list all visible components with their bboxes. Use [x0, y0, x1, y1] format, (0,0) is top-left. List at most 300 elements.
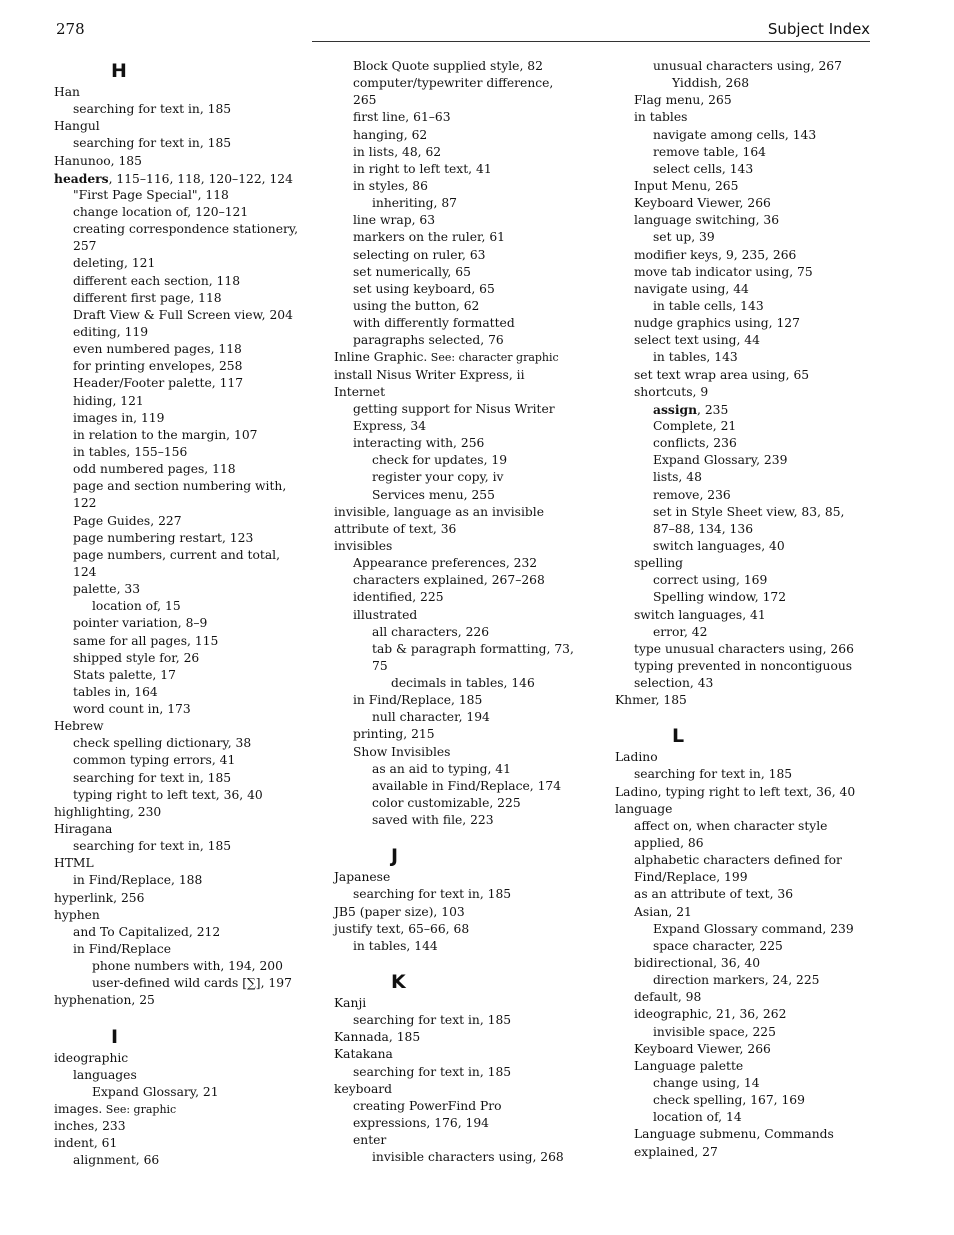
index-entry-text: page and section numbering with,: [73, 479, 287, 494]
index-entry-text: Ladino: [615, 750, 658, 765]
index-entry: [334, 161, 596, 178]
index-entry-text: word count in, 173: [73, 702, 191, 717]
index-entry-text: illustrated: [353, 607, 418, 622]
index-entry-text: common typing errors, 41: [73, 753, 236, 768]
index-entry: [334, 726, 596, 743]
index-entry-text: correct using, 169: [653, 573, 768, 588]
index-entry-text: justify text, 65–66, 68: [334, 921, 470, 936]
index-entry: [615, 1041, 877, 1058]
index-entry: [615, 852, 877, 869]
index-entry-see-reference: See: graphic: [102, 1103, 177, 1117]
index-entry: [615, 692, 877, 709]
index-entry-text: first line, 61–63: [353, 110, 451, 125]
index-entry-text: available in Find/Replace, 174: [372, 778, 562, 793]
index-entry: [54, 1101, 316, 1118]
index-entry-text: Katakana: [334, 1047, 393, 1062]
index-entry: [54, 975, 316, 992]
index-entry-text: JB5 (paper size), 103: [334, 904, 465, 919]
index-entry-text: same for all pages, 115: [73, 633, 219, 648]
index-entry-text: Spelling window, 172: [653, 590, 787, 605]
index-entry: [615, 298, 877, 315]
index-entry-text: odd numbered pages, 118: [73, 462, 236, 477]
index-entry-text: Inline Graphic.: [334, 350, 428, 365]
index-entry-text: page numbering restart, 123: [73, 530, 254, 545]
index-entry: [54, 821, 316, 838]
index-entry-text: inches, 233: [54, 1119, 126, 1134]
index-entry: [54, 872, 316, 889]
index-entry: [334, 487, 596, 504]
index-entry: [334, 178, 596, 195]
index-entry-text: tab & paragraph formatting, 73,: [372, 641, 574, 656]
index-entry-text: Ladino, typing right to left text, 36, 40: [615, 784, 856, 799]
index-entry: [615, 144, 877, 161]
index-entry-text: 124: [73, 564, 97, 579]
index-entry: [54, 341, 316, 358]
index-entry: [615, 435, 877, 452]
index-entry: [615, 401, 877, 418]
index-entry: [54, 752, 316, 769]
index-entry: [334, 332, 596, 349]
index-entry: [334, 795, 596, 812]
index-entry: [615, 75, 877, 92]
index-entry: [615, 487, 877, 504]
index-entry-text: ideographic, 21, 36, 262: [634, 1007, 787, 1022]
index-entry: [54, 410, 316, 427]
index-entry-text: Hanunoo, 185: [54, 153, 142, 168]
index-entry-text: modifier keys, 9, 235, 266: [634, 247, 797, 262]
index-entry: [334, 504, 596, 521]
index-entry-text: hyphen: [54, 907, 100, 922]
index-entry: [334, 384, 596, 401]
index-entry-text: inheriting, 87: [372, 196, 457, 211]
index-entry: [54, 513, 316, 530]
index-entry: [615, 869, 877, 886]
index-entry-text: printing, 215: [353, 727, 435, 742]
index-entry-text: for printing envelopes, 258: [73, 359, 243, 374]
index-entry: [615, 818, 877, 835]
index-entry: [54, 615, 316, 632]
index-entry: [615, 904, 877, 921]
index-entry: [54, 255, 316, 272]
index-entry: [334, 195, 596, 212]
index-entry-text: set up, 39: [653, 230, 715, 245]
index-entry-text: markers on the ruler, 61: [353, 230, 505, 245]
index-entry-text: invisible characters using, 268: [372, 1150, 564, 1165]
index-entry: [334, 521, 596, 538]
index-entry: [54, 393, 316, 410]
index-entry: [615, 989, 877, 1006]
index-entry: [615, 247, 877, 264]
index-entry: [615, 1024, 877, 1041]
index-entry: [615, 1144, 877, 1161]
index-entry: [334, 555, 596, 572]
index-entry-text: attribute of text, 36: [334, 521, 457, 536]
index-letter-heading: I: [111, 1025, 119, 1048]
index-entry: [615, 229, 877, 246]
index-entry-text: and To Capitalized, 212: [73, 924, 221, 939]
index-entry-text: Asian, 21: [634, 904, 692, 919]
index-entry: [54, 1135, 316, 1152]
index-entry-text: creating PowerFind Pro: [353, 1098, 502, 1113]
index-entry-text: invisible, language as an invisible: [334, 504, 545, 519]
index-letter-heading: K: [391, 971, 406, 994]
index-entry-text: searching for text in, 185: [73, 770, 232, 785]
index-entry-text: in tables, 144: [353, 938, 438, 953]
index-entry-text: computer/typewriter difference,: [353, 76, 554, 91]
index-entry-text: 75: [372, 658, 388, 673]
index-entry-text: images in, 119: [73, 410, 165, 425]
index-entry-text: register your copy, iv: [372, 470, 504, 485]
index-entry-text: "First Page Special", 118: [73, 187, 229, 202]
index-entry: [54, 444, 316, 461]
index-entry: [615, 418, 877, 435]
index-entry: [54, 238, 316, 255]
index-entry-text: with differently formatted: [353, 316, 515, 331]
index-entry-text: indent, 61: [54, 1136, 118, 1151]
index-entry: [334, 761, 596, 778]
index-entry-text: all characters, 226: [372, 624, 490, 639]
index-entry: [615, 367, 877, 384]
running-header-title: Subject Index: [767, 20, 870, 38]
index-entry-text: decimals in tables, 146: [391, 676, 535, 691]
index-entry-text: in tables, 143: [653, 350, 738, 365]
index-entry-text: space character, 225: [653, 938, 783, 953]
index-entry: [54, 478, 316, 495]
index-entry: [334, 452, 596, 469]
index-entry: [615, 521, 877, 538]
index-entry: [54, 804, 316, 821]
section-gap: [54, 1010, 316, 1024]
index-entry: [615, 469, 877, 486]
index-entry-text: in lists, 48, 62: [353, 144, 442, 159]
index-entry: [54, 307, 316, 324]
index-entry: [334, 675, 596, 692]
index-entry-text: select text using, 44: [634, 333, 760, 348]
index-entry-text: Block Quote supplied style, 82: [353, 59, 543, 73]
index-entry-text: Han: [54, 85, 80, 99]
index-entry-text: page numbers, current and total,: [73, 547, 281, 562]
index-entry: [54, 958, 316, 975]
index-entry: [54, 290, 316, 307]
index-entry: [615, 212, 877, 229]
index-entry-text: nudge graphics using, 127: [634, 316, 800, 331]
index-entry-text: color customizable, 225: [372, 796, 521, 811]
index-entry: [334, 921, 596, 938]
index-entry-text: check for updates, 19: [372, 453, 508, 468]
index-entry-text: hanging, 62: [353, 127, 428, 142]
index-entry: [334, 572, 596, 589]
index-entry-text: characters explained, 267–268: [353, 573, 545, 588]
index-entry-text: location of, 15: [92, 599, 181, 614]
index-entry-text: ideographic: [54, 1050, 129, 1065]
index-entry: [334, 367, 596, 384]
index-entry-text: typing prevented in noncontiguous: [634, 658, 853, 673]
index-entry-text: Appearance preferences, 232: [353, 556, 538, 571]
index-entry-text: direction markers, 24, 225: [653, 973, 820, 988]
index-entry-text: check spelling dictionary, 38: [73, 736, 252, 751]
index-entry-text: searching for text in, 185: [634, 767, 793, 782]
index-entry: [54, 890, 316, 907]
index-entry: [54, 1050, 316, 1067]
index-entry-text: hyperlink, 256: [54, 890, 145, 905]
index-entry: [615, 264, 877, 281]
index-letter-heading: L: [672, 725, 685, 748]
index-entry-text: searching for text in, 185: [73, 102, 232, 117]
index-entry-text: Hebrew: [54, 719, 104, 734]
index-entry: [54, 358, 316, 375]
index-entry-text: change using, 14: [653, 1076, 760, 1091]
index-entry-text: in styles, 86: [353, 178, 428, 193]
index-entry: [54, 924, 316, 941]
index-entry: [54, 204, 316, 221]
index-entry: [615, 1058, 877, 1075]
index-entry: [54, 941, 316, 958]
index-entry-text: Find/Replace, 199: [634, 870, 748, 885]
index-entry-text: in Find/Replace, 185: [353, 693, 483, 708]
index-entry: [334, 418, 596, 435]
index-entry-text: Expand Glossary command, 239: [653, 921, 854, 936]
index-entry-text: 122: [73, 496, 97, 511]
index-entry: [615, 921, 877, 938]
index-entry-text: Express, 34: [353, 418, 427, 433]
index-entry: [54, 855, 316, 872]
index-entry-text: set numerically, 65: [353, 264, 471, 279]
index-entry-text: Draft View & Full Screen view, 204: [73, 307, 293, 322]
index-entry: [615, 675, 877, 692]
index-entry-text: searching for text in, 185: [353, 1064, 512, 1079]
index-entry: [54, 1118, 316, 1135]
index-entry: [334, 127, 596, 144]
index-entry: [54, 598, 316, 615]
index-entry: [334, 229, 596, 246]
index-entry: [334, 401, 596, 418]
index-entry-text: typing right to left text, 36, 40: [73, 787, 263, 802]
index-column-1: [54, 58, 316, 1170]
index-entry-text: user-defined wild cards [∑], 197: [92, 976, 292, 991]
index-entry: [615, 766, 877, 783]
index-entry-text: error, 42: [653, 624, 708, 639]
index-entry-text: Yiddish, 268: [672, 76, 750, 91]
index-entry: [334, 315, 596, 332]
index-entry: [334, 92, 596, 109]
index-entry-text: null character, 194: [372, 710, 490, 725]
index-entry-text: creating correspondence stationery,: [73, 222, 299, 237]
index-entry-text: Show Invisibles: [353, 744, 451, 759]
index-entry-bold-term: assign: [653, 401, 698, 417]
index-entry: [54, 701, 316, 718]
index-entry: [615, 384, 877, 401]
index-entry: [334, 247, 596, 264]
index-entry: [615, 641, 877, 658]
index-entry: [615, 92, 877, 109]
index-entry: [54, 187, 316, 204]
index-entry: [54, 907, 316, 924]
index-entry: [615, 972, 877, 989]
index-entry: [54, 530, 316, 547]
index-entry: [334, 58, 596, 75]
index-entry: [54, 1152, 316, 1169]
index-entry-text: tables in, 164: [73, 684, 158, 699]
index-entry-text: set using keyboard, 65: [353, 281, 495, 296]
index-entry-text: Kannada, 185: [334, 1030, 421, 1045]
section-gap: [334, 829, 596, 843]
index-entry-text: Keyboard Viewer, 266: [634, 1041, 771, 1056]
index-entry-text: searching for text in, 185: [353, 1013, 512, 1028]
index-entry: [334, 607, 596, 624]
index-entry: [334, 938, 596, 955]
index-entry: [54, 650, 316, 667]
index-entry-text: conflicts, 236: [653, 436, 737, 451]
index-entry: [334, 1149, 596, 1166]
index-entry-text: invisibles: [334, 538, 393, 553]
index-entry-text: 87–88, 134, 136: [653, 521, 754, 536]
index-entry: [615, 658, 877, 675]
index-entry-text: in right to left text, 41: [353, 161, 492, 176]
index-entry: [54, 495, 316, 512]
section-gap: [615, 709, 877, 723]
index-entry-text: shipped style for, 26: [73, 650, 200, 665]
index-entry: [334, 709, 596, 726]
index-entry-text: Input Menu, 265: [634, 178, 739, 193]
index-entry-text: Expand Glossary, 239: [653, 453, 788, 468]
index-entry-text: in tables: [634, 110, 688, 125]
index-entry: [615, 349, 877, 366]
index-entry-text: palette, 33: [73, 582, 141, 597]
index-entry-text: Internet: [334, 384, 386, 399]
index-entry-text: deleting, 121: [73, 256, 156, 271]
index-entry: [54, 461, 316, 478]
index-entry: [334, 538, 596, 555]
page-number: 278: [56, 20, 85, 38]
index-entry-text: in Find/Replace, 188: [73, 873, 203, 888]
index-entry-text: default, 98: [634, 990, 702, 1005]
index-entry: [54, 770, 316, 787]
index-entry: [334, 812, 596, 829]
index-entry: [334, 298, 596, 315]
index-entry-text: applied, 86: [634, 836, 704, 851]
index-entry-text: 265: [353, 93, 377, 108]
index-entry-text: selection, 43: [634, 676, 714, 691]
index-entry-text: Hiragana: [54, 822, 113, 837]
index-entry: [334, 1029, 596, 1046]
index-entry: [334, 589, 596, 606]
index-entry-text: alignment, 66: [73, 1153, 160, 1168]
index-entry-text: in tables, 155–156: [73, 444, 188, 459]
index-entry-text: bidirectional, 36, 40: [634, 956, 761, 971]
index-entry-text: hyphenation, 25: [54, 993, 155, 1008]
index-entry-text: searching for text in, 185: [73, 136, 232, 151]
index-entry: [615, 572, 877, 589]
index-entry-text: expressions, 176, 194: [353, 1116, 490, 1131]
index-entry: [54, 153, 316, 170]
index-entry: [54, 273, 316, 290]
index-entry-text: location of, 14: [653, 1110, 742, 1125]
index-entry-text: affect on, when character style: [634, 818, 828, 833]
index-entry: [615, 801, 877, 818]
index-entry: [615, 1075, 877, 1092]
index-entry-text: Expand Glossary, 21: [92, 1084, 219, 1099]
index-entry-text: in relation to the margin, 107: [73, 427, 258, 442]
index-entry: [615, 624, 877, 641]
index-entry-text: switch languages, 41: [634, 607, 766, 622]
index-entry: [54, 684, 316, 701]
index-entry: [334, 212, 596, 229]
index-entry: [615, 315, 877, 332]
index-entry: [54, 170, 316, 187]
index-entry-text: remove table, 164: [653, 144, 766, 159]
index-entry-text: navigate among cells, 143: [653, 127, 817, 142]
index-entry-text: as an aid to typing, 41: [372, 761, 511, 776]
index-entry-text: images.: [54, 1102, 103, 1117]
index-entry-text: languages: [73, 1067, 137, 1082]
index-entry-text: interacting with, 256: [353, 436, 485, 451]
index-entry-text: in table cells, 143: [653, 298, 764, 313]
index-entry-text: Japanese: [334, 870, 391, 885]
index-entry-text: unusual characters using, 267: [653, 59, 842, 73]
index-entry: [54, 992, 316, 1009]
index-entry: [54, 581, 316, 598]
index-entry: [615, 1126, 877, 1143]
index-entry-text: getting support for Nisus Writer: [353, 401, 555, 416]
index-entry-text: using the button, 62: [353, 298, 480, 313]
index-entry: [615, 1092, 877, 1109]
index-entry-see-reference: See: character graphic: [427, 351, 559, 365]
index-entry-text: spelling: [634, 556, 684, 571]
index-entry: [334, 75, 596, 92]
index-entry-text: invisible space, 225: [653, 1024, 776, 1039]
index-entry: [334, 1132, 596, 1149]
index-entry: [54, 667, 316, 684]
index-entry-text: HTML: [54, 856, 94, 871]
index-entry-text: enter: [353, 1133, 387, 1148]
index-entry-text: Kanji: [334, 996, 367, 1011]
index-entry: [54, 1067, 316, 1084]
index-entry: [615, 538, 877, 555]
index-entry: [334, 1012, 596, 1029]
index-entry: [615, 58, 877, 75]
index-entry: [54, 564, 316, 581]
index-column-2: [334, 58, 596, 1166]
index-entry: [615, 607, 877, 624]
index-entry: [334, 995, 596, 1012]
index-entry-text: identified, 225: [353, 590, 444, 605]
index-letter-heading: J: [391, 845, 399, 868]
index-entry: [615, 332, 877, 349]
index-entry: [54, 787, 316, 804]
index-entry: [54, 1084, 316, 1101]
index-entry: [334, 1098, 596, 1115]
index-entry: [334, 624, 596, 641]
index-column-3: [615, 58, 877, 1161]
index-entry-text: 257: [73, 239, 97, 254]
index-entry-text: even numbered pages, 118: [73, 342, 242, 357]
index-entry: [615, 1006, 877, 1023]
index-entry-text: Language palette: [634, 1058, 744, 1073]
index-entry: [334, 1081, 596, 1098]
index-entry-text: alphabetic characters defined for: [634, 853, 842, 868]
index-entry: [334, 349, 596, 366]
index-entry: [334, 869, 596, 886]
index-entry: [615, 589, 877, 606]
index-entry: [54, 547, 316, 564]
index-entry-text: paragraphs selected, 76: [353, 333, 504, 348]
index-entry: [615, 281, 877, 298]
index-entry: [54, 324, 316, 341]
index-entry: [334, 641, 596, 658]
index-entry-text: pointer variation, 8–9: [73, 616, 208, 631]
index-entry: [54, 118, 316, 135]
index-entry-text: type unusual characters using, 266: [634, 641, 854, 656]
